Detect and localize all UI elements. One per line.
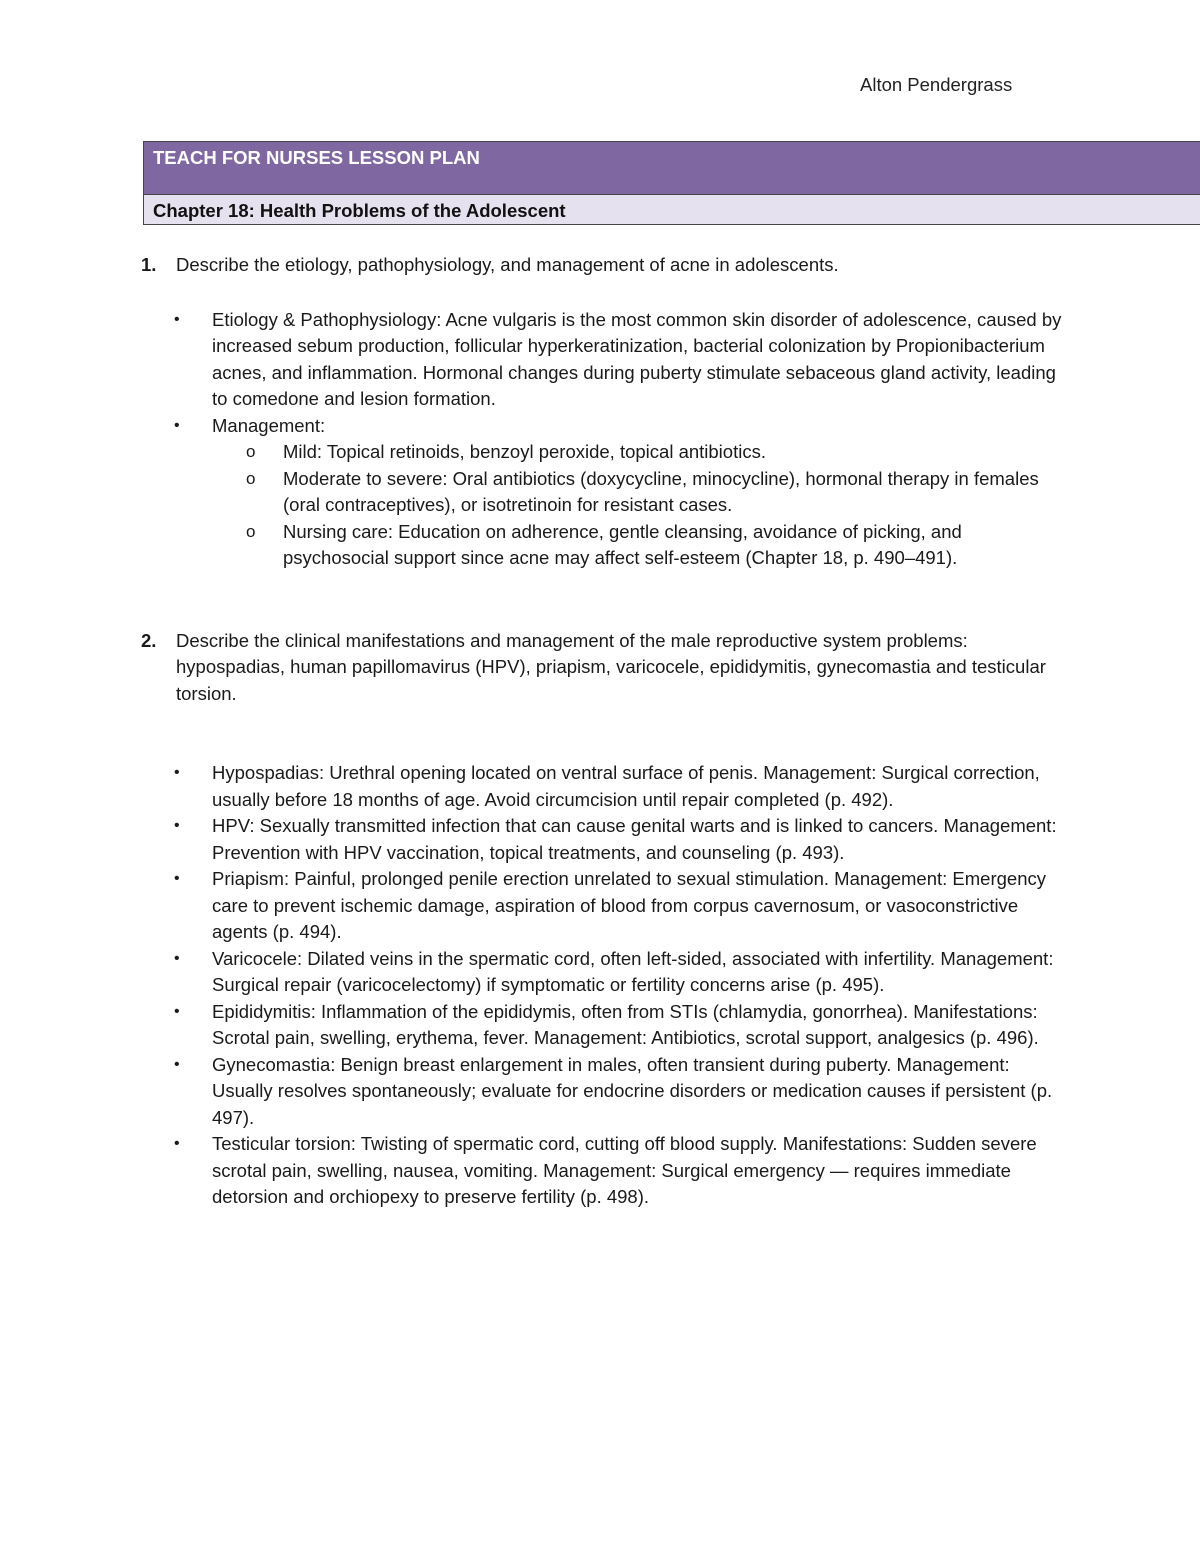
author-name: Alton Pendergrass bbox=[860, 74, 1013, 95]
circle-bullet-icon: o bbox=[246, 468, 256, 488]
bullet-icon: • bbox=[174, 310, 180, 328]
list-item bbox=[0, 439, 1063, 466]
list-item bbox=[0, 466, 1063, 519]
question-text: Describe the etiology, pathophysiology, and management of acne in adolescents. bbox=[176, 254, 839, 275]
bullet-text: Epididymitis: Inflammation of the epididymis, often from STIs (chlamydia, gonorrhea). Manifestations: Scrotal pain, swelling, erythema, fever. Management: Antibiotics, scrotal support, analgesics (p. 496). bbox=[212, 1000, 1039, 1048]
bullet-icon: • bbox=[174, 1055, 180, 1073]
management-sub-bullets bbox=[0, 439, 1200, 572]
lesson-plan-title: TEACH FOR NURSES LESSON PLAN bbox=[144, 142, 1200, 195]
bullet-icon: • bbox=[174, 949, 180, 967]
bullet-text: Management: bbox=[212, 414, 326, 436]
bullet-text: Priapism: Painful, prolonged penile erection unrelated to sexual stimulation. Management: Emergency care to prevent ischemic damage, aspiration of blood from corpus cavernosum, or vasoconstrictive agents (p. 494). bbox=[212, 868, 1046, 942]
sub-bullet-text: Nursing care: Education on adherence, gentle cleansing, avoidance of picking, and psychosocial support since acne may affect self-esteem (Chapter 18, p. 490–491). bbox=[283, 520, 962, 568]
list-item bbox=[0, 866, 1062, 946]
question-1 bbox=[0, 252, 1056, 279]
list-item bbox=[0, 999, 1062, 1052]
sub-bullet-text: Moderate to severe: Oral antibiotics (doxycycline, minocycline), hormonal therapy in females (oral contraceptives), or isotretinoin for resistant cases. bbox=[283, 467, 1039, 515]
bullet-text: Etiology & Pathophysiology: Acne vulgaris is the most common skin disorder of adolescence, caused by increased sebum production, follicular hyperkeratinization, bacterial colonization by Propionibacterium acnes, and inflammation. Hormonal changes during puberty stimulate sebaceous gland activity, leading to comedone and lesion formation. bbox=[212, 308, 1062, 409]
bullet-icon: • bbox=[174, 416, 180, 434]
question-number: 2. bbox=[141, 629, 157, 651]
circle-bullet-icon: o bbox=[246, 442, 256, 461]
bullet-icon: • bbox=[174, 817, 180, 834]
bullet-icon: • bbox=[174, 1002, 180, 1020]
chapter-title: Chapter 18: Health Problems of the Adolescent bbox=[144, 195, 1200, 225]
question-1-bullets bbox=[0, 307, 1200, 440]
bullet-icon: • bbox=[174, 870, 180, 887]
bullet-icon: • bbox=[174, 764, 180, 781]
bullet-text: HPV: Sexually transmitted infection that can cause genital warts and is linked to cancers. Management: Prevention with HPV vaccination, topical treatments, and counseling (p. 493). bbox=[212, 815, 1057, 863]
question-2-bullets bbox=[0, 760, 1200, 1211]
bullet-text: Varicocele: Dilated veins in the spermatic cord, often left-sided, associated with infertility. Management: Surgical repair (varicocelectomy) if symptomatic or fertility concerns arise (p. 495). bbox=[212, 947, 1054, 995]
list-item bbox=[0, 519, 1063, 572]
bullet-icon: • bbox=[174, 1135, 180, 1152]
list-item bbox=[0, 946, 1062, 999]
list-item bbox=[0, 760, 1062, 813]
circle-bullet-icon: o bbox=[246, 521, 256, 541]
bullet-text: Gynecomastia: Benign breast enlargement in males, often transient during puberty. Management: Usually resolves spontaneously; evaluate for endocrine disorders or medication causes if persistent (p. 497). bbox=[212, 1053, 1053, 1128]
list-item bbox=[0, 307, 1062, 413]
document-body bbox=[0, 252, 1200, 1211]
bullet-text: Testicular torsion: Twisting of spermatic cord, cutting off blood supply. Manifestations: Sudden severe scrotal pain, swelling, nausea, vomiting. Management: Surgical emergency — requires immediate detorsion and orchiopexy to preserve fertility (p. 498). bbox=[212, 1133, 1037, 1207]
sub-bullet-text: Mild: Topical retinoids, benzoyl peroxide, topical antibiotics. bbox=[283, 441, 766, 462]
list-item bbox=[0, 1131, 1062, 1211]
lesson-plan-banner bbox=[143, 141, 1200, 225]
list-item bbox=[0, 413, 1062, 440]
question-text: Describe the clinical manifestations and management of the male reproductive system problems: hypospadias, human papillomavirus (HPV), priapism, varicocele, epididymitis, gynecomastia and testicular torsion. bbox=[176, 629, 1046, 704]
list-item bbox=[0, 813, 1062, 866]
bullet-text: Hypospadias: Urethral opening located on ventral surface of penis. Management: Surgical correction, usually before 18 months of age. Avoid circumcision until repair completed (p. 492). bbox=[212, 762, 1040, 810]
question-2 bbox=[0, 628, 1056, 708]
list-item bbox=[0, 1052, 1062, 1132]
question-number: 1. bbox=[141, 254, 157, 275]
